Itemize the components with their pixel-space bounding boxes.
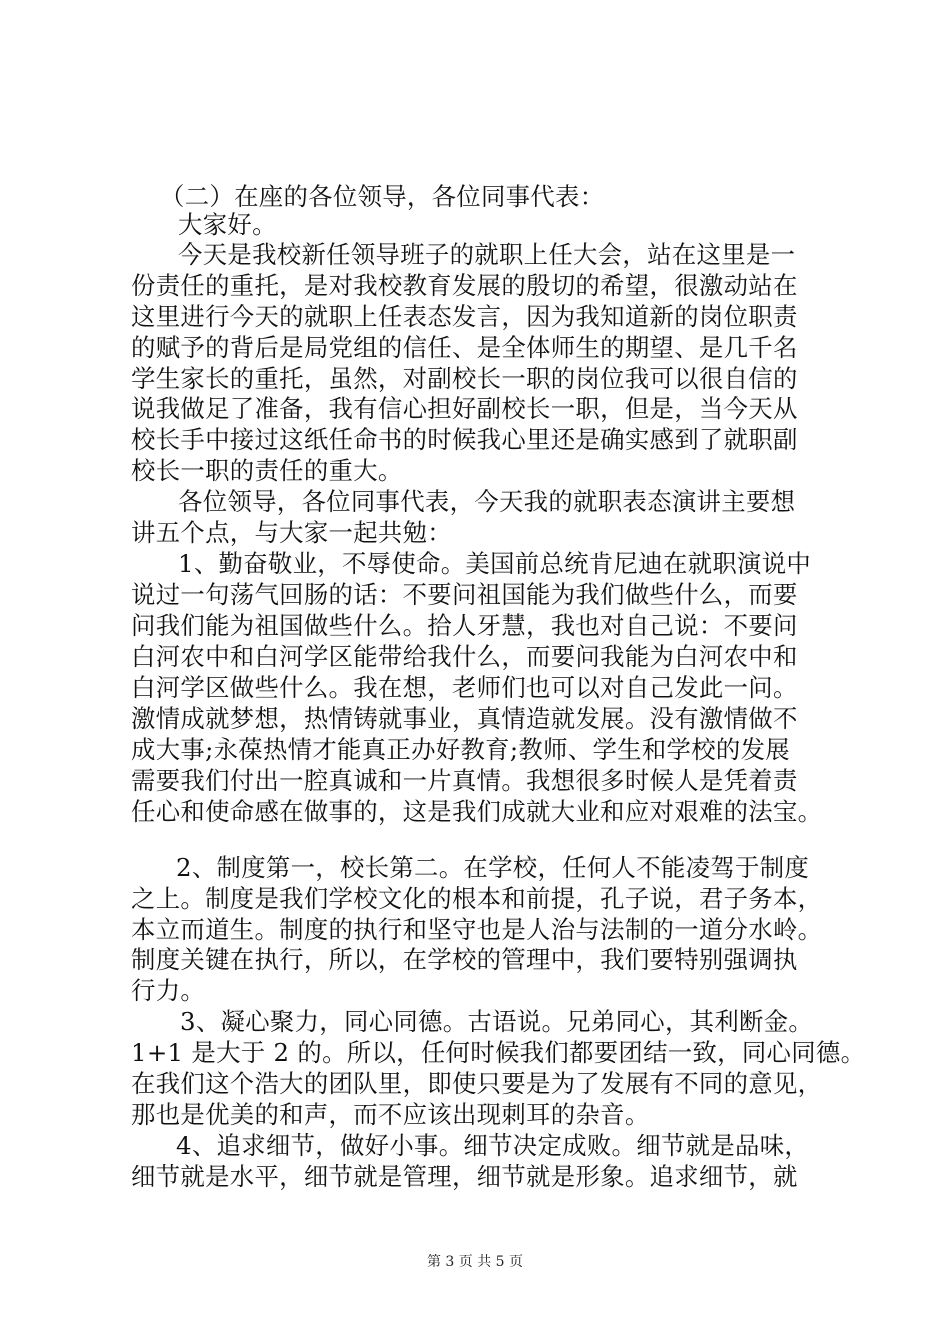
text-line: （二）在座的各位领导，各位同事代表： bbox=[160, 182, 605, 211]
text-line: 今天是我校新任领导班子的就职上任大会，站在这里是一 bbox=[178, 240, 796, 269]
text-line: 白河农中和白河学区能带给我什么，而要问我能为白河农中和 bbox=[131, 642, 798, 671]
text-line: 说我做足了准备，我有信心担好副校长一职，但是，当今天从 bbox=[131, 394, 798, 423]
text-line: 这里进行今天的就职上任表态发言，因为我知道新的岗位职责 bbox=[131, 302, 798, 331]
text-line: 行力。 bbox=[131, 976, 206, 1005]
text-line: 制度关键在执行，所以，在学校的管理中，我们要特别强调执 bbox=[131, 945, 798, 974]
text-line: 在我们这个浩大的团队里，即使只要是为了发展有不同的意见， bbox=[131, 1069, 823, 1098]
text-line: 问我们能为祖国做些什么。拾人牙慧，我也对自己说：不要问 bbox=[131, 611, 798, 640]
text-line: 的赋予的背后是局党组的信任、是全体师生的期望、是几千名 bbox=[131, 333, 798, 362]
text-line: 3、凝心聚力，同心同德。古语说。兄弟同心，其利断金。 bbox=[180, 1007, 814, 1036]
text-line: 1、勤奋敬业，不辱使命。美国前总统肯尼迪在就职演说中 bbox=[178, 549, 812, 578]
text-line: 校长手中接过这纸任命书的时候我心里还是确实感到了就职副 bbox=[131, 425, 798, 454]
text-line: 校长一职的责任的重大。 bbox=[131, 456, 403, 485]
text-line: 学生家长的重托，虽然，对副校长一职的岗位我可以很自信的 bbox=[131, 364, 798, 393]
text-line: 大家好。 bbox=[178, 210, 277, 239]
text-line: 细节就是水平，细节就是管理，细节就是形象。追求细节，就 bbox=[131, 1162, 798, 1191]
page-footer: 第 3 页 共 5 页 bbox=[426, 1254, 524, 1270]
text-line: 2、制度第一，校长第二。在学校，任何人不能凌驾于制度 bbox=[176, 853, 810, 882]
text-line: 激情成就梦想，热情铸就事业，真情造就发展。没有激情做不 bbox=[131, 704, 798, 733]
text-line: 白河学区做些什么。我在想，老师们也可以对自己发此一问。 bbox=[131, 673, 798, 702]
text-line: 份责任的重托，是对我校教育发展的殷切的希望，很激动站在 bbox=[131, 271, 798, 300]
text-line: 1+1 是大于 2 的。所以，任何时候我们都要团结一致，同心同德。 bbox=[131, 1038, 866, 1067]
text-line: 各位领导，各位同事代表，今天我的就职表态演讲主要想 bbox=[178, 487, 796, 516]
text-line: 任心和使命感在做事的，这是我们成就大业和应对艰难的法宝。 bbox=[131, 797, 823, 826]
text-line: 之上。制度是我们学校文化的根本和前提，孔子说，君子务本， bbox=[131, 884, 823, 913]
text-line: 讲五个点，与大家一起共勉： bbox=[131, 518, 452, 547]
text-line: 需要我们付出一腔真诚和一片真情。我想很多时候人是凭着责 bbox=[131, 766, 798, 795]
text-line: 4、追求细节，做好小事。细节决定成败。细节就是品味， bbox=[176, 1131, 810, 1160]
text-line: 那也是优美的和声，而不应该出现刺耳的杂音。 bbox=[131, 1100, 650, 1129]
text-line: 说过一句荡气回肠的话：不要问祖国能为我们做些什么，而要 bbox=[131, 580, 798, 609]
text-line: 本立而道生。制度的执行和坚守也是人治与法制的一道分水岭。 bbox=[131, 915, 823, 944]
text-line: 成大事;永葆热情才能真正办好教育;教师、学生和学校的发展 bbox=[131, 735, 790, 764]
